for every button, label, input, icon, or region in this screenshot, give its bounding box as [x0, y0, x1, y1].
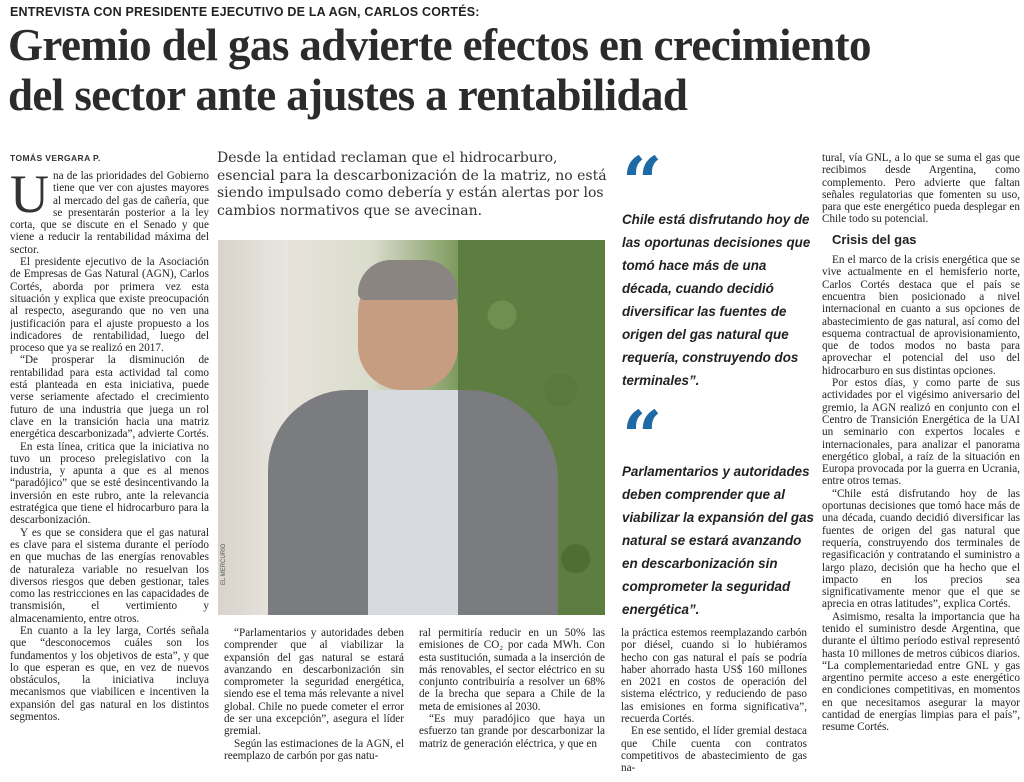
article-column-2a — [224, 627, 404, 778]
lede-summary: Desde la entidad reclaman que el hidrocarburo, esencial para la descarbonización de la matriz, no está siendo impulsado como debería y están alertas por los cambios normativos que se avecinan. — [217, 150, 607, 219]
section-subhead: Crisis del gas — [832, 231, 917, 247]
paragraph: “De prosperar la disminución de rentabilidad para esta actividad tal como está planteada en esta iniciativa, puede verse seriamente afectado el crecimiento futuro de una industria que juega un rol clave en la transición hacia una matriz energética descarbonizada”, advierte Cortés. — [10, 354, 209, 441]
drop-cap: U — [10, 170, 49, 224]
byline: TOMÁS VERGARA P. — [10, 153, 101, 163]
paragraph: ral permitiría reducir en un 50% las emisiones de CO₂ por cada MWh. Con esta sustitución, sumada a la inserción de más renovables, el sector eléctrico en su conjunto contribuiría a resolver un 68% de la brecha que separa a Chile de la meta de emisiones al 2030. — [419, 627, 605, 713]
paragraph: Por estos días, y como parte de sus actividades por el vigésimo aniversario del gremio, la AGN realizó en conjunto con el Centro de Transición Energética de la UAI un seminario con expertos locales e internacionales, para analizar el panorama energético global, a raíz de la situación en Europa provocada por la guerra en Ucrania, entre otros temas. — [822, 377, 1020, 488]
paragraph: na de las prioridades del Gobierno tiene que ver con ajustes mayores al mercado del gas de cañería, que se presentarán posterior a la ley corta, que se discute en el Senado y que viene a reducir la rentabilidad máxima del sector. — [10, 170, 209, 256]
pull-quote-2: Parlamentarios y autoridades deben comprender que al viabilizar la expansión del gas natural se estará avanzando en descarbonización sin comprometer la seguridad energética”. — [622, 464, 815, 617]
paragraph: Y es que se considera que el gas natural es clave para el sistema durante el período en que muchas de las energías renovables de naturaleza variable no resuelvan los diversos riesgos que deben gestionar, tales como las restricciones en las capacidades de transmisión, el vertimiento y almacenamiento, entre otros. — [10, 526, 209, 625]
article-column-2b — [419, 627, 605, 778]
article-column-4 — [822, 152, 1020, 778]
kicker: ENTREVISTA CON PRESIDENTE EJECUTIVO DE LA AGN, CARLOS CORTÉS: — [10, 5, 480, 19]
pull-quote-1: Chile está disfrutando hoy de las oportunas decisiones que tomó hace más de una década, cuando decidió diversificar las fuentes de origen del gas natural que requería, construyendo dos terminales”. — [622, 212, 811, 388]
paragraph: “Parlamentarios y autoridades deben comprender que al viabilizar la expansión del gas natural se estará avanzando en descarbonización sin comprometer la seguridad energética, siendo ese el tema más relevante a nivel global. Chile no puede cometer el error de ser una excepción”, asegura el líder gremial. — [224, 627, 404, 738]
headline-line-2: del sector ante ajustes a rentabilidad — [8, 70, 688, 120]
headline-line-1: Gremio del gas advierte efectos en crecimiento — [8, 20, 871, 70]
paragraph: En esta línea, critica que la iniciativa no tuvo un proceso prelegislativo con la industria, y apunta a que es al menos “paradójico” que se esté desincentivando la inversión en este rubro, ante la relevancia estratégica que tiene el hidrocarburo para la descarbonización. — [10, 440, 209, 527]
quote-mark-icon: “ — [622, 395, 663, 478]
paragraph: Según las estimaciones de la AGN, el reemplazo de carbón por gas natu- — [224, 737, 404, 762]
paragraph: la práctica estemos reemplazando carbón por diésel, cuando si lo hubiéramos hecho con gas natural el país se podría haber ahorrado hasta US$ 160 millones en 2021 en costos de operación del sistema eléctrico, y reduciendo de paso las emisiones en forma significativa”, recuerda Cortés. — [621, 627, 807, 726]
paragraph: tural, vía GNL, a lo que se suma el gas que recibimos desde Argentina, como complemento. Pero advierte que faltan señales regulatorias que fomenten su uso, para que este energético pueda desplegar en Chile todo su potencial. — [822, 152, 1020, 226]
headline — [8, 20, 1018, 120]
portrait-photo — [218, 240, 605, 615]
paragraph: En cuanto a la ley larga, Cortés señala que “desconocemos cuáles son los fundamentos y los objetivos de esta”, y que lo que esperan es que, en vez de nuevos obstáculos, la iniciativa incluya mecanismos que viabilicen e incentiven la expansión del gas natural en los distintos segmentos. — [10, 624, 209, 724]
photo-credit: EL MERCURIO — [221, 543, 227, 585]
article-column-3b — [621, 627, 807, 778]
paragraph: “Es muy paradójico que haya un esfuerzo tan grande por descarbonizar la matriz de generación eléctrica, y que en — [419, 713, 605, 750]
paragraph: El presidente ejecutivo de la Asociación de Empresas de Gas Natural (AGN), Carlos Cortés, aborda por primera vez esta situación y explica que existe preocupación al respecto, asegurando que no ven una justificación para el ajuste propuesto a los indicadores de rentabilidad, luego del proceso que ya se realizó en 2017. — [10, 256, 209, 355]
article-column-1 — [10, 170, 209, 778]
quote-mark-icon: “ — [622, 141, 663, 224]
paragraph: Asimismo, resalta la importancia que ha tenido el suministro desde Argentina, que durante el último período estival representó hasta 10 millones de metros cúbicos diarios. “La complementariedad entre GNL y gas argentino permite acceso a este energético en condiciones competitivas, en momentos en que necesitamos asegurar la mayor cantidad de energías limpias para el país”, resume Cortés. — [822, 610, 1020, 734]
paragraph: “Chile está disfrutando hoy de las oportunas decisiones que tomó hace más de una década, cuando decidió diversificar las fuentes de origen del gas natural que requería, construyendo dos terminales de regasificación y contratando el suministro a largo plazo, decisión que ha hecho que el impacto en los precios sea significativamente menor que el que se aprecia en otras latitudes”, explica Cortés. — [822, 487, 1020, 611]
paragraph: En ese sentido, el líder gremial destaca que Chile cuenta con contratos competitivos de abastecimiento de gas na- — [621, 725, 807, 775]
paragraph: En el marco de la crisis energética que se vive actualmente en el hemisferio norte, Carlos Cortés destaca que el país se encuentra bien posicionado a nivel internacional en cuanto a sus opciones de abastecimiento de gas natural, así como del esquema contractual de aprovisionamiento, que de todos modos no basta para aprovechar el potencial del uso del hidrocarburo en sus distintas opciones. — [822, 254, 1020, 377]
